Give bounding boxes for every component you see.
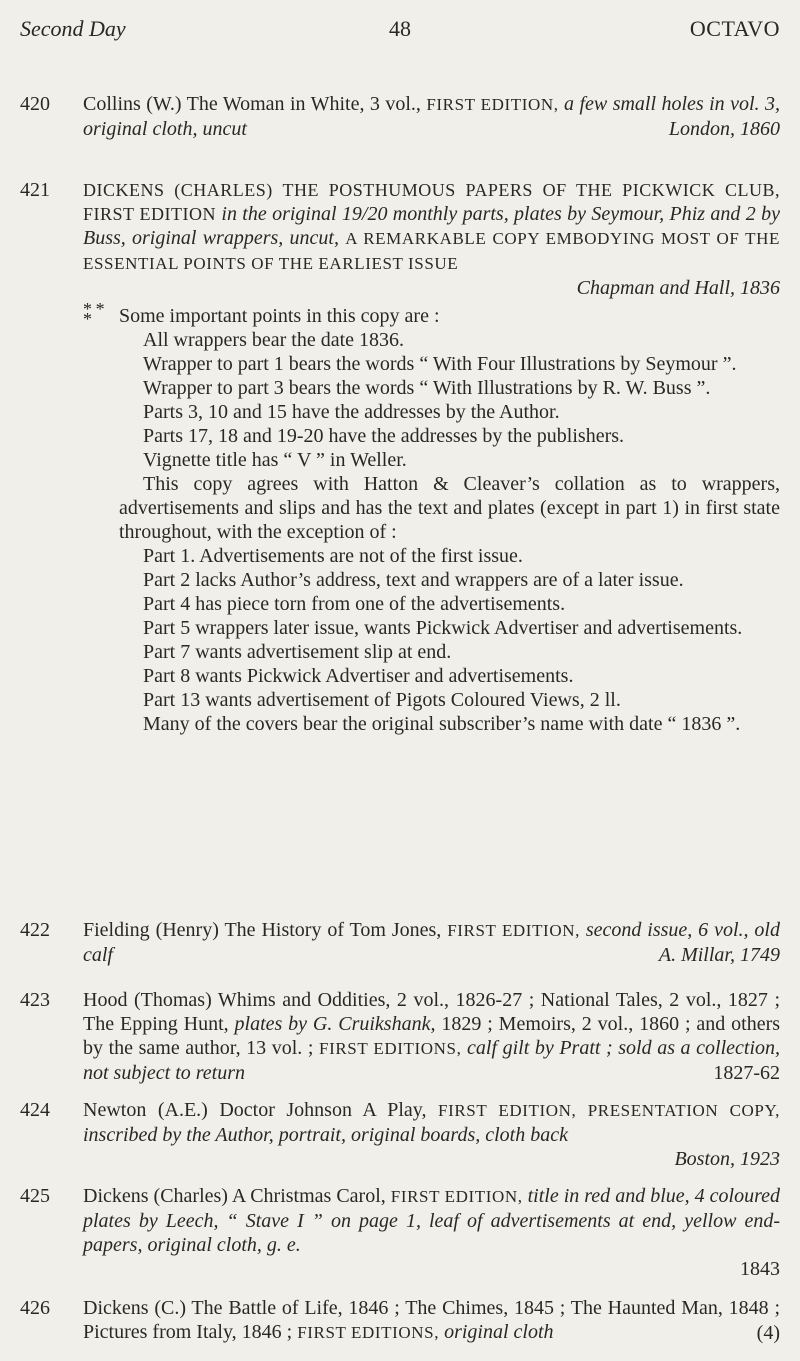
imprint: London, 1860: [668, 118, 780, 140]
title: Whims and Oddities, 2 vol., 1826-27 ; National Tales, 2 vol., 1827 ; The Epping Hunt,: [83, 989, 780, 1035]
note-line: Part 4 has piece torn from one of the advertisements.: [143, 593, 566, 615]
lot-imprint: [83, 1257, 780, 1281]
lot-entry: [83, 1098, 780, 1147]
lot-description: [83, 1184, 780, 1281]
condition: second issue, 6 vol., old calf: [83, 919, 780, 966]
note-line: Many of the covers bear the original subscriber’s name with date “ 1836 ”.: [143, 713, 741, 735]
lot-imprint: [83, 276, 780, 300]
imprint: A. Millar, 1749: [658, 944, 780, 966]
note-line: Vignette title has “ V ” in Weller.: [143, 449, 407, 471]
author: Hood (Thomas): [83, 989, 212, 1011]
note-line: All wrappers bear the date 1836.: [143, 329, 405, 351]
note-line: Parts 17, 18 and 19-20 have the addresses by the publishers.: [143, 425, 625, 447]
note-line: This copy agrees with Hatton & Cleaver’s collation as to wrappers, advertisements and slips and has the text and plates (except in part 1) in first state throughout, with the exception of :: [119, 473, 780, 543]
page-header: [20, 14, 780, 44]
asterism: * * *: [83, 299, 105, 329]
binding: original cloth: [439, 1321, 554, 1343]
lot-imprint: [83, 1147, 780, 1171]
quantity: (4): [756, 1322, 780, 1344]
author: Newton (A.E.): [83, 1099, 208, 1121]
author: DICKENS (CHARLES): [83, 180, 273, 200]
lot-number: 423: [20, 989, 50, 1011]
condition: title in red and blue, 4 coloured plates by Leech, “ Stave I ” on page 1, leaf of advertisements at end, yellow end-papers, original cloth, g. e.: [83, 1185, 780, 1256]
edition: FIRST EDITION,: [390, 1187, 523, 1206]
note-line: Part 8 wants Pickwick Advertiser and advertisements.: [143, 665, 574, 687]
edition: FIRST EDITION,: [426, 95, 559, 114]
header-day: Second Day: [20, 16, 126, 41]
note-line: Part 13 wants advertisement of Pigots Coloured Views, 2 ll.: [143, 689, 621, 711]
note-line: Part 7 wants advertisement slip at end.: [143, 641, 452, 663]
title: Doctor Johnson A Play,: [207, 1099, 439, 1121]
lot-number: 422: [20, 919, 50, 941]
edition: FIRST EDITION, PRESENTATION COPY,: [438, 1101, 780, 1120]
imprint: Boston, 1923: [674, 1148, 780, 1170]
lot-notes: [83, 299, 780, 736]
edition: FIRST EDITIONS,: [297, 1323, 440, 1342]
lot-description: [83, 1296, 780, 1345]
lot-description: [83, 988, 780, 1085]
lot-description: [83, 92, 780, 141]
header-page-number: 48: [389, 16, 411, 41]
date: 1843: [740, 1258, 780, 1280]
condition: plates by G. Cruikshank,: [234, 1013, 436, 1035]
author: Collins (W.): [83, 93, 182, 115]
title: THE POSTHUMOUS PAPERS OF THE PICKWICK CLUB, FIRST EDITION: [83, 180, 781, 224]
title-continued: 1829 ; Memoirs, 2 vol., 1860 ; and others by the same author, 13 vol. ;: [83, 1013, 781, 1059]
lot-imprint: [83, 943, 780, 967]
title: A Christmas Carol,: [227, 1185, 391, 1207]
lot-number: 420: [20, 93, 50, 115]
note-line: Wrapper to part 1 bears the words “ With Four Illustrations by Seymour ”.: [143, 353, 737, 375]
title: The History of Tom Jones,: [218, 919, 448, 941]
title: The Woman in White, 3 vol.,: [181, 93, 427, 115]
author: Dickens (C.): [83, 1297, 186, 1319]
lot-number: 426: [20, 1297, 50, 1319]
note-line: Part 5 wrappers later issue, wants Pickwick Advertiser and advertisements.: [143, 617, 743, 639]
lot-description: [83, 1098, 780, 1171]
lot-number: 421: [20, 179, 50, 201]
condition: a few small holes in vol. 3, original cloth, uncut: [83, 93, 780, 140]
edition: FIRST EDITION,: [447, 921, 580, 940]
lot-description: [83, 918, 780, 967]
title: The Battle of Life, 1846 ; The Chimes, 1845 ; The Haunted Man, 1848 ; Pictures from Italy, 1846 ;: [83, 1297, 780, 1343]
date: 1827-62: [713, 1062, 780, 1084]
imprint: Chapman and Hall, 1836: [576, 277, 780, 299]
note-line: Some important points in this copy are :: [119, 305, 440, 327]
note-line: Wrapper to part 3 bears the words “ With Illustrations by R. W. Buss ”.: [143, 377, 711, 399]
note-line: Parts 3, 10 and 15 have the addresses by the Author.: [143, 401, 560, 423]
edition: FIRST EDITIONS,: [319, 1039, 462, 1058]
lot-number: 425: [20, 1185, 50, 1207]
note-line: Part 2 lacks Author’s address, text and wrappers are of a later issue.: [143, 569, 684, 591]
author: Fielding (Henry): [83, 919, 219, 941]
header-format: OCTAVO: [689, 16, 780, 41]
binding: calf gilt by Pratt ; sold as a collection, not subject to return: [83, 1037, 780, 1084]
condition: inscribed by the Author, portrait, original boards, cloth back: [83, 1124, 568, 1146]
remark: A REMARKABLE COPY EMBODYING MOST OF THE ESSENTIAL POINTS OF THE EARLIEST ISSUE: [83, 229, 781, 273]
lot-entry: [83, 178, 780, 276]
lot-number: 424: [20, 1099, 50, 1121]
lot-entry: [83, 1184, 780, 1257]
condition: in the original 19/20 monthly parts, plates by Seymour, Phiz and 2 by Buss, original wrappers, uncut,: [83, 203, 781, 249]
note-line: Part 1. Advertisements are not of the first issue.: [143, 545, 523, 567]
lot-description: [83, 178, 780, 736]
author: Dickens (Charles): [83, 1185, 228, 1207]
